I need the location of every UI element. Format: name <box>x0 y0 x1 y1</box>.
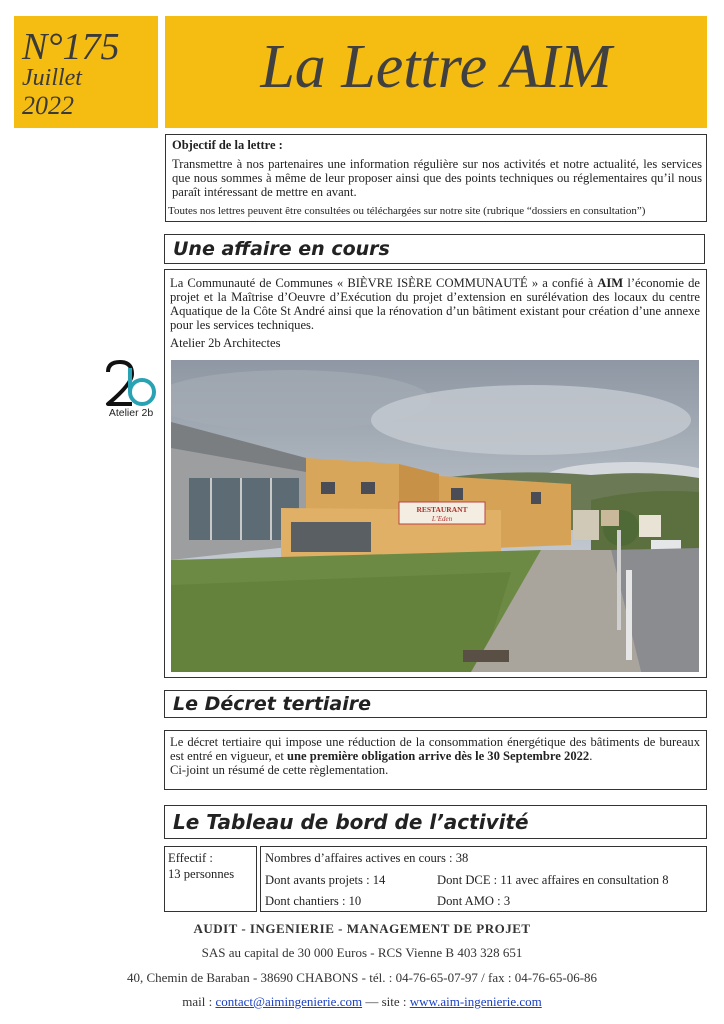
email-link[interactable]: contact@aimingenierie.com <box>215 994 363 1009</box>
footer-tagline: AUDIT - INGENIERIE - MANAGEMENT DE PROJET <box>193 921 531 936</box>
logo-caption: Atelier 2b <box>108 407 154 419</box>
newsletter-title: La Lettre AIM <box>260 33 612 101</box>
section-title-dashboard: Le Tableau de bord de l’activité <box>164 805 707 839</box>
objective-note: Toutes nos lettres peuvent être consultées ou téléchargées sur notre site (rubrique “dossiers en consultation”) <box>168 205 646 217</box>
issue-year: 2022 <box>22 91 74 120</box>
section-title-current-project: Une affaire en cours <box>164 234 705 264</box>
decree-text-start: Le décret tertiaire qui impose une réduction de la consommation énergétique des bâtiments de bureaux est entré en vigueur, et <box>170 735 700 763</box>
issue-month: Juillet <box>22 65 82 91</box>
section-title-tertiary-decree: Le Décret tertiaire <box>164 690 707 718</box>
footer-address: 40, Chemin de Baraban - 38690 CHABONS - tél. : 04-76-65-07-97 / fax : 04-76-65-06-86 <box>126 970 598 985</box>
objective-text: Transmettre à nos partenaires une information régulière sur nos activités et notre actualité, les services que nous sommes à même de leur proposer ainsi que des points techniques ou réglementaires qu’il nous paraît intéressant de mettre en avant. <box>172 157 702 199</box>
footer-company-info: SAS au capital de 30 000 Euros - RCS Vienne B 403 328 651 <box>201 945 523 960</box>
objective-heading: Objectif de la lettre : <box>172 138 283 152</box>
staff-label: Effectif : <box>168 851 213 865</box>
project-text-start: La Communauté de Communes « BIÈVRE ISÈRE COMMUNAUTÉ » a confié à <box>170 276 598 290</box>
website-link[interactable]: www.aim-ingenierie.com <box>409 994 542 1009</box>
stat-sites: Dont chantiers : 10 <box>265 894 362 908</box>
decree-text-deadline: une première obligation arrive dès le 30 Septembre 2022 <box>287 749 590 763</box>
staff-value: 13 personnes <box>168 867 235 881</box>
current-project-text <box>170 276 700 332</box>
stat-preprojects: Dont avants projets : 14 <box>265 873 386 887</box>
stat-amo: Dont AMO : 3 <box>437 894 511 908</box>
project-text-end: l’économie de projet et la Maîtrise d’Oeuvre d’Exécution du projet d’extension en surélévation des locaux du centre Aquatique de la Côte St André ainsi que la rénovation d’un bâtiment existant pour création d’une annexe pour les services techniques. <box>170 276 700 332</box>
project-text-aim: AIM <box>597 276 624 290</box>
issue-number: N°175 <box>22 26 120 68</box>
footer-contact <box>0 994 724 1010</box>
site-separator: — site : <box>362 994 410 1009</box>
building-photo <box>171 360 699 672</box>
decree-text-end: . <box>589 749 593 763</box>
tertiary-decree-text <box>170 735 700 777</box>
decree-summary-line: Ci-joint un résumé de cette règlementation. <box>170 763 389 777</box>
stat-active-projects: Nombres d’affaires actives en cours : 38 <box>265 851 469 865</box>
photo-sign-line1: RESTAURANT <box>416 505 468 514</box>
photo-sign-line2: L’Eden <box>431 515 453 523</box>
mail-label: mail : <box>182 994 216 1009</box>
stat-dce: Dont DCE : 11 avec affaires en consultation 8 <box>437 873 669 887</box>
architect-name: Atelier 2b Architectes <box>170 336 281 350</box>
